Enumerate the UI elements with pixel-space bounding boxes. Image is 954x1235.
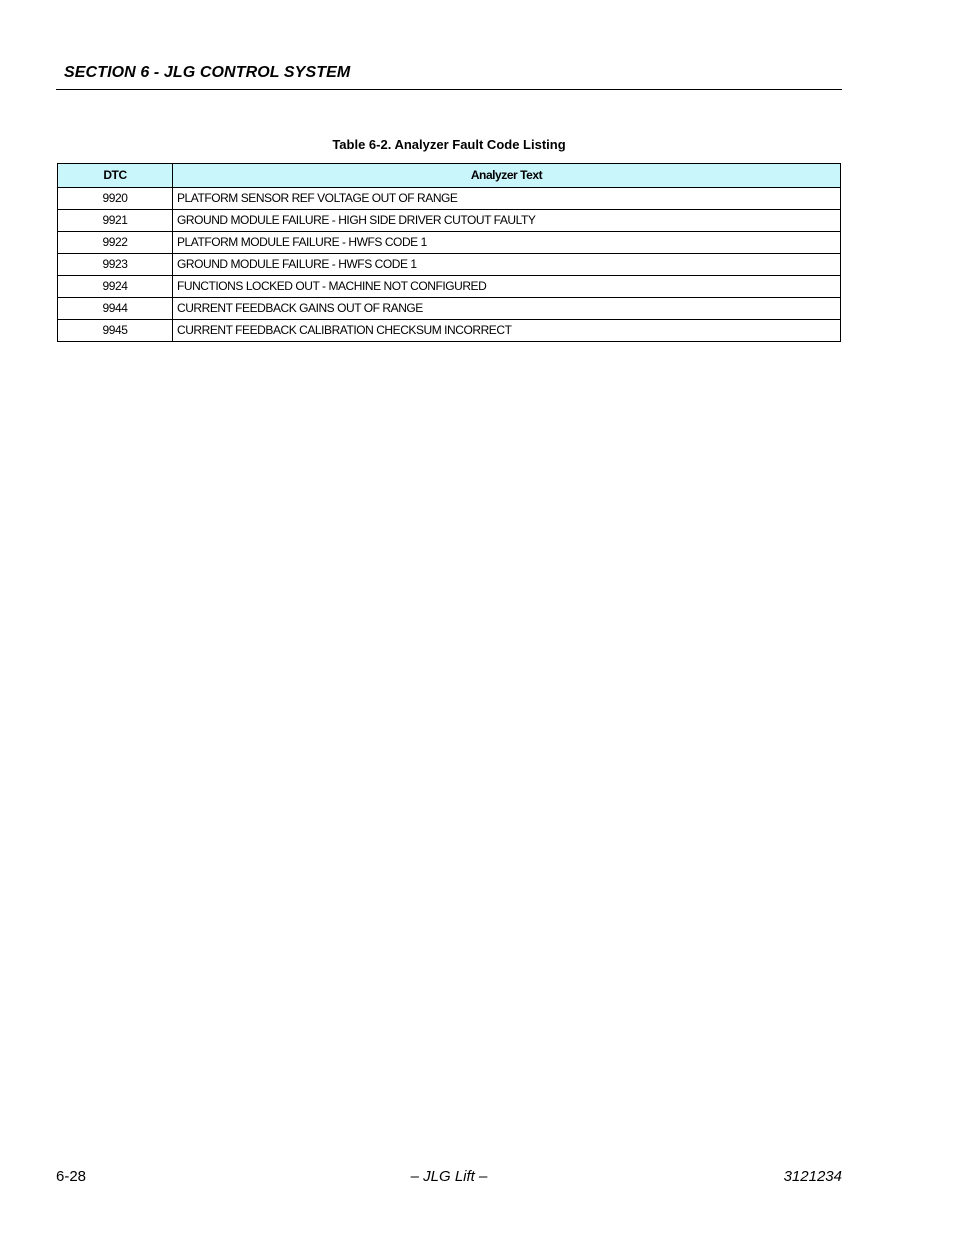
dtc-cell: 9945: [58, 320, 173, 342]
table-row: [58, 298, 841, 320]
dtc-cell: 9944: [58, 298, 173, 320]
dtc-cell: 9924: [58, 276, 173, 298]
dtc-cell: 9922: [58, 232, 173, 254]
table-row: [58, 254, 841, 276]
column-header-dtc: DTC: [58, 164, 173, 188]
analyzer-text-cell: GROUND MODULE FAILURE - HWFS CODE 1: [173, 254, 841, 276]
section-title: SECTION 6 - JLG CONTROL SYSTEM: [64, 64, 351, 81]
analyzer-text-cell: CURRENT FEEDBACK GAINS OUT OF RANGE: [173, 298, 841, 320]
table-row: [58, 232, 841, 254]
analyzer-text-cell: PLATFORM MODULE FAILURE - HWFS CODE 1: [173, 232, 841, 254]
dtc-cell: 9923: [58, 254, 173, 276]
table-row: [58, 320, 841, 342]
table-header-row: [58, 164, 841, 188]
dtc-cell: 9921: [58, 210, 173, 232]
table-caption: Table 6-2. Analyzer Fault Code Listing: [332, 137, 566, 152]
header-rule: [56, 89, 842, 90]
footer-brand: – JLG Lift –: [410, 1168, 488, 1185]
table-row: [58, 210, 841, 232]
dtc-cell: 9920: [58, 188, 173, 210]
analyzer-text-cell: FUNCTIONS LOCKED OUT - MACHINE NOT CONFIGURED: [173, 276, 841, 298]
analyzer-text-cell: PLATFORM SENSOR REF VOLTAGE OUT OF RANGE: [173, 188, 841, 210]
analyzer-text-cell: CURRENT FEEDBACK CALIBRATION CHECKSUM INCORRECT: [173, 320, 841, 342]
column-header-analyzer-text: Analyzer Text: [173, 164, 841, 188]
page-number: 6-28: [56, 1168, 87, 1185]
analyzer-text-cell: GROUND MODULE FAILURE - HIGH SIDE DRIVER CUTOUT FAULTY: [173, 210, 841, 232]
document-number: 3121234: [783, 1168, 842, 1185]
fault-code-table: [57, 163, 841, 342]
table-row: [58, 188, 841, 210]
table-row: [58, 276, 841, 298]
